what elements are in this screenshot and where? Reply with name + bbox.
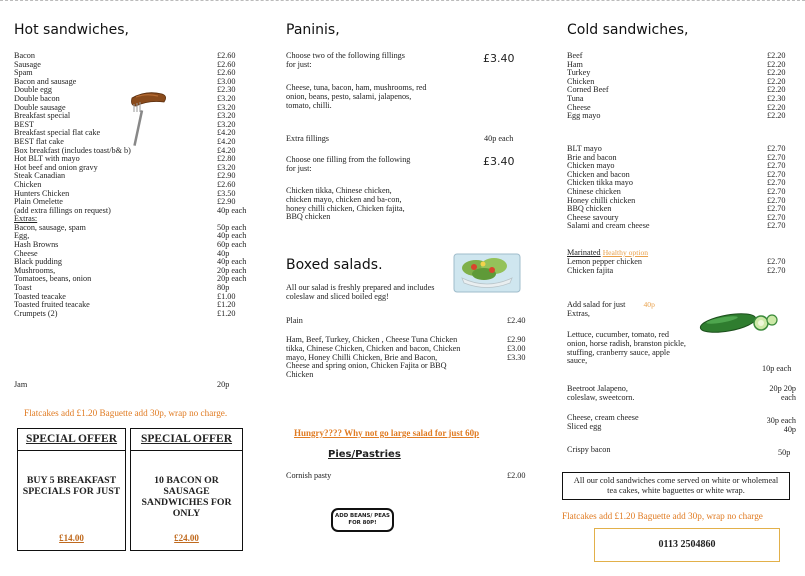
menu-item-price: £2.70 — [767, 221, 786, 231]
menu-item-price: £2.30 — [767, 93, 786, 103]
menu-item-price: £2.70 — [767, 257, 786, 266]
menu-item-row — [567, 86, 793, 95]
cold-list-classic — [567, 52, 793, 121]
cold-extras-price: 10p each — [762, 364, 792, 373]
menu-item-price: £3.00 — [217, 76, 236, 86]
boxed-price-1: £2.90 — [507, 335, 526, 344]
menu-item-name: Sausage — [14, 59, 41, 69]
cold-extras3-price: 30p each 40p — [766, 416, 796, 434]
menu-item-price: £4.20 — [217, 136, 236, 146]
menu-item-name: BBQ chicken — [567, 204, 612, 214]
go-large-promo: Hungry???? Why not go large salad for just 60p — [294, 428, 480, 438]
menu-item-price: £2.70 — [767, 169, 786, 179]
menu-item-price: £1.20 — [217, 308, 236, 318]
menu-item-price: £4.20 — [217, 145, 236, 155]
healthy-option-label: Healthy option — [602, 248, 649, 257]
menu-item-row — [567, 104, 793, 113]
menu-item-name: Ham — [567, 59, 583, 69]
menu-item-price: 60p each — [217, 240, 247, 250]
menu-item-name: Chicken and bacon — [567, 169, 630, 179]
divider — [131, 450, 242, 451]
menu-item-name: Breakfast special — [14, 111, 71, 121]
menu-item-price: 20p each — [217, 274, 247, 284]
menu-item-name: Egg, — [14, 231, 30, 241]
hot-extras-label: Extras: — [14, 214, 38, 224]
menu-item-price: £2.90 — [217, 171, 236, 181]
cold-list-premium — [567, 145, 793, 231]
special-offer-card-2 — [130, 428, 243, 551]
menu-item-name: Plain Omelette — [14, 197, 63, 207]
menu-item-name: Chicken fajita — [567, 265, 614, 275]
marinated-label: Marinated — [567, 248, 601, 257]
menu-item-price: £2.70 — [767, 265, 786, 275]
menu-item-name: Cheese — [14, 248, 38, 258]
menu-item-name: Hot BLT with mayo — [14, 154, 80, 164]
pies-item-label: Cornish pasty — [286, 471, 332, 480]
menu-item-name: Chicken — [14, 179, 42, 189]
menu-item-row — [567, 267, 793, 276]
add-salad-price: 40p — [643, 300, 655, 309]
menu-item-name: Cheese savoury — [567, 212, 619, 222]
boxed-price-3: £3.30 — [507, 352, 526, 362]
menu-item-name: Lemon pepper chicken — [567, 257, 643, 266]
menu-item-price: £2.70 — [767, 144, 786, 153]
menu-item-name: Black pudding — [14, 257, 62, 267]
menu-item-price: £2.70 — [767, 152, 786, 162]
menu-item-price: £3.20 — [217, 102, 236, 112]
menu-item-row — [14, 207, 264, 216]
menu-item-price: £2.20 — [767, 59, 786, 69]
menu-item-price: £2.20 — [767, 85, 786, 95]
menu-item-name: Double sausage — [14, 102, 66, 112]
cold-sandwiches-heading: Cold sandwiches, — [567, 22, 689, 38]
menu-item-row — [567, 69, 793, 78]
menu-item-name: Toasted teacake — [14, 291, 66, 301]
offer-body: BUY 5 BREAKFAST SPECIALS FOR JUST — [22, 475, 121, 497]
offer-price: £24.00 — [174, 533, 199, 543]
paninis-choose-two-price: £3.40 — [483, 52, 515, 65]
menu-item-row — [567, 52, 793, 61]
special-offer-heading: SPECIAL OFFER — [25, 433, 118, 445]
offer-price: £14.00 — [59, 533, 84, 543]
menu-item-price: £3.20 — [217, 119, 236, 129]
menu-item-name: Hash Browns — [14, 240, 59, 250]
menu-item-name: Tomatoes, beans, onion — [14, 274, 92, 284]
offer-body: 10 BACON OR SAUSAGE SANDWICHES FOR ONLY — [141, 475, 232, 519]
paninis-extra-label: Extra fillings — [286, 134, 329, 143]
menu-item-price: £2.80 — [217, 154, 236, 164]
paninis-heading: Paninis, — [286, 22, 340, 38]
menu-item-name: Tuna — [567, 93, 584, 103]
crispy-bacon-price: 50p — [778, 448, 791, 457]
menu-item-price: £2.60 — [217, 51, 236, 60]
menu-item-price: £4.20 — [217, 128, 236, 138]
phone-number-box: 0113 2504860 — [594, 528, 780, 562]
menu-item-row — [567, 222, 793, 231]
menu-item-price: £3.20 — [217, 162, 236, 172]
top-border — [0, 0, 805, 2]
cold-flatcakes-note: Flatcakes add £1.20 Baguette add 30p, wrap no charge — [562, 511, 763, 521]
menu-item-price: £2.60 — [217, 68, 236, 78]
cold-extras-list: Lettuce, cucumber, tomato, red onion, horse radish, branston pickle, stuffing, cranberry sauce, apple sauce, — [567, 330, 686, 366]
menu-item-price: £3.20 — [217, 93, 236, 103]
menu-item-price: 40p each — [217, 231, 247, 241]
boxed-plain-label: Plain — [286, 316, 303, 325]
menu-item-name: Beef — [567, 51, 583, 60]
menu-item-price: 40p — [217, 248, 230, 258]
menu-item-name: Box breakfast (includes toast/b& b) — [14, 145, 131, 155]
menu-item-price: £1.20 — [217, 300, 236, 310]
menu-item-name: Spam — [14, 68, 33, 78]
menu-item-row — [14, 310, 264, 319]
menu-item-name: Chicken — [567, 76, 595, 86]
sausage-fork-icon — [128, 88, 170, 148]
boxed-prices — [507, 336, 525, 362]
cold-extras3-list: Cheese, cream cheese Sliced egg — [567, 413, 639, 431]
cold-extras-label: Extras, — [567, 309, 590, 318]
menu-item-name: Hot beef and onion gravy — [14, 162, 98, 172]
menu-item-name: Bacon — [14, 51, 35, 60]
menu-item-name: Double egg — [14, 85, 52, 95]
cucumber-icon — [698, 308, 778, 336]
menu-item-name: Brie and bacon — [567, 152, 617, 162]
menu-item-price: £2.90 — [217, 197, 236, 207]
menu-item-row — [567, 112, 793, 121]
menu-item-name: Toasted fruited teacake — [14, 300, 90, 310]
paninis-extra-price: 40p each — [484, 134, 514, 143]
menu-item-name: BEST — [14, 119, 35, 129]
paninis-choose-one-fillings: Chicken tikka, Chinese chicken, chicken mayo, chicken and ba-con, honey chilli chicken, Chicken fajita, BBQ chicken — [286, 186, 405, 222]
paninis-choose-one-price: £3.40 — [483, 155, 515, 168]
menu-item-name: Breakfast special flat cake — [14, 128, 101, 138]
menu-item-name: Bacon and sausage — [14, 76, 77, 86]
paninis-choose-one: Choose one filling from the following for just: — [286, 155, 411, 173]
menu-item-price: £2.70 — [767, 161, 786, 171]
menu-item-name: Egg mayo — [567, 111, 601, 121]
menu-item-name: Double bacon — [14, 93, 60, 103]
menu-item-name: Bacon, sausage, spam — [14, 222, 86, 232]
menu-item-price: £2.30 — [217, 85, 236, 95]
salad-bowl-icon — [452, 250, 522, 294]
menu-item-name: Corned Beef — [567, 85, 609, 95]
crispy-bacon-label: Crispy bacon — [567, 445, 611, 454]
menu-item-price: £2.20 — [767, 102, 786, 112]
hot-sandwiches-heading: Hot sandwiches, — [14, 22, 129, 38]
boxed-price-2: £3.00 — [507, 343, 526, 353]
add-beans-badge: ADD BEANS/ PEAS FOR 80P! — [331, 508, 394, 532]
paninis-fillings: Cheese, tuna, bacon, ham, mushrooms, red onion, beans, pesto, salami, jalapenos, tomato, chilli. — [286, 83, 427, 110]
menu-item-name: Crumpets (2) — [14, 308, 58, 318]
menu-item-price: £2.70 — [767, 195, 786, 205]
special-offer-heading: SPECIAL OFFER — [140, 433, 233, 445]
menu-item-name: BLT mayo — [567, 144, 602, 153]
jam-label: Jam — [14, 380, 28, 389]
menu-item-price: £2.60 — [217, 179, 236, 189]
menu-item-name: Honey chilli chicken — [567, 195, 636, 205]
menu-item-price: £2.60 — [217, 59, 236, 69]
menu-item-name: Chicken mayo — [567, 161, 615, 171]
cold-served-note: All our cold sandwiches come served on white or wholemeal tea cakes, white baguettes or white wrap. — [562, 472, 790, 500]
jam-row — [14, 381, 264, 390]
menu-item-name: Mushrooms, — [14, 265, 56, 275]
menu-item-price: 80p — [217, 283, 230, 293]
menu-item-price: 50p each — [217, 222, 247, 232]
menu-item-price: 40p each — [217, 257, 247, 267]
cold-extras2-list: Beetroot Jalapeno, coleslaw, sweetcorn. — [567, 384, 635, 402]
menu-item-name: Steak Canadian — [14, 171, 66, 181]
boxed-salads-heading: Boxed salads. — [286, 257, 383, 273]
menu-item-price: £2.70 — [767, 212, 786, 222]
menu-item-row — [567, 95, 793, 104]
menu-item-name: Chinese chicken — [567, 186, 621, 196]
cold-extras2-price: 20p 20p each — [769, 384, 796, 402]
menu-item-name: Salami and cream cheese — [567, 221, 650, 231]
hot-flatcakes-note: Flatcakes add £1.20 Baguette add 30p, wrap no charge. — [24, 408, 228, 418]
cold-list-marinated — [567, 258, 793, 275]
menu-item-name: BEST flat cake — [14, 136, 64, 146]
pies-item-price: £2.00 — [507, 471, 526, 480]
menu-item-row — [567, 61, 793, 70]
add-salad-label: Add salad for just — [567, 300, 626, 309]
menu-item-price: £3.20 — [217, 111, 236, 121]
menu-item-name: Chicken tikka mayo — [567, 178, 633, 188]
menu-item-price: £2.70 — [767, 178, 786, 188]
menu-item-price: £2.20 — [767, 76, 786, 86]
boxed-salads-options: Ham, Beef, Turkey, Chicken , Cheese Tuna Chicken tikka, Chinese Chicken, Chicken and bacon, Chicken mayo, Honey Chilli Chicken, Brie and Bacon, Cheese and spring onion, Chicken Fajita or BBQ Chicken — [286, 335, 461, 380]
menu-item-name: Turkey — [567, 68, 591, 78]
menu-item-price: £2.20 — [767, 51, 786, 60]
jam-price: 20p — [217, 380, 230, 389]
menu-item-price: £3.50 — [217, 188, 236, 198]
menu-item-price: 20p each — [217, 265, 247, 275]
menu-item-price: £2.70 — [767, 186, 786, 196]
menu-item-name: (add extra fillings on request) — [14, 205, 111, 215]
special-offer-card-1 — [17, 428, 126, 551]
menu-item-price: £1.00 — [217, 291, 236, 301]
menu-item-price: 40p each — [217, 205, 247, 215]
pies-heading: Pies/Pastries — [328, 449, 401, 460]
menu-item-price: £2.70 — [767, 204, 786, 214]
menu-item-price: £2.20 — [767, 111, 786, 121]
divider — [18, 450, 125, 451]
boxed-plain-price: £2.40 — [507, 316, 526, 325]
menu-item-price: £2.20 — [767, 68, 786, 78]
boxed-salads-desc: All our salad is freshly prepared and includes coleslaw and sliced boiled egg! — [286, 283, 435, 301]
menu-item-name: Cheese — [567, 102, 591, 112]
menu-item-name: Hunters Chicken — [14, 188, 70, 198]
menu-item-name: Toast — [14, 283, 32, 293]
paninis-choose-two: Choose two of the following fillings for just: — [286, 51, 405, 69]
